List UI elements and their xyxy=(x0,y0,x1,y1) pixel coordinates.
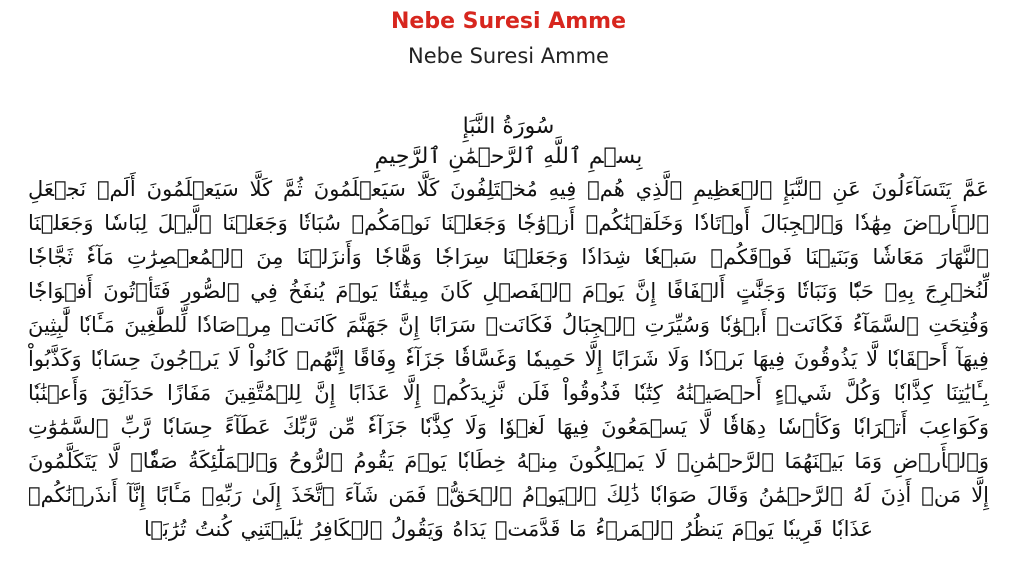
verse: كَلَّا سَيَعۡلَمُونَ xyxy=(313,177,440,201)
verse: إِنَّ جَهَنَّمَ كَانَتۡ مِرۡصَادٗا xyxy=(196,313,420,337)
verse: وَكَذَّبُواْ بِـَٔايَٰتِنَا كِذَّابٗا xyxy=(28,347,989,405)
verse: وَفُتِحَتِ ٱلسَّمَآءُ فَكَانَتۡ أَبۡوَٰبٗا xyxy=(719,313,989,337)
verse: وَجَعَلۡنَا ٱلَّيۡلَ لِبَاسٗا xyxy=(104,211,288,235)
verse: إِلَّا حَمِيمٗا وَغَسَّاقٗا xyxy=(454,347,603,371)
verse: وَجَعَلۡنَا نَوۡمَكُمۡ سُبَاتٗا xyxy=(298,211,507,235)
verse: إِنَّهُمۡ كَانُواْ لَا يَرۡجُونَ حِسَابٗا xyxy=(90,347,345,371)
verse: وَكَوَاعِبَ أَتۡرَابٗا xyxy=(853,415,989,439)
verse: ثُمَّ كَلَّا سَيَعۡلَمُونَ xyxy=(146,177,303,201)
verse: وَبَنَيۡنَا فَوۡقَكُمۡ سَبۡعٗا شِدَادٗا xyxy=(581,245,860,269)
verse: حَدَآئِقَ وَأَعۡنَٰبٗا xyxy=(28,381,155,405)
verse: لَّٰبِثِينَ فِيهَآ أَحۡقَابٗا xyxy=(28,313,989,371)
verse: إِنَّ لِلۡمُتَّقِينَ مَفَازًا xyxy=(167,381,336,405)
verse: يَوۡمَ يَقُومُ ٱلرُّوحُ وَٱلۡمَلَٰٓئِكَةُ صَفّٗاۖ لَّا يَتَكَلَّمُونَ إِلَّا مَنۡ أَذِنَ لَهُ ٱلرَّحۡمَٰنُ وَقَالَ صَوَابٗا xyxy=(28,449,990,507)
verse-list xyxy=(28,172,989,546)
verse: وَجَنَّٰتٍ أَلۡفَافًا xyxy=(666,279,786,303)
verse: عَنِ ٱلنَّبَإِ ٱلۡعَظِيمِ xyxy=(693,177,861,201)
verse: لَّا يَسۡمَعُونَ فِيهَا لَغۡوٗا وَلَا كِذَّٰبٗا xyxy=(419,415,711,439)
verse: إِنَّ يَوۡمَ ٱلۡفَصۡلِ كَانَ مِيقَٰتٗا xyxy=(388,279,657,303)
verse: عَمَّ يَتَسَآءَلُونَ xyxy=(871,177,989,201)
verse: وَجَعَلۡنَا ٱلنَّهَارَ مَعَاشٗا xyxy=(28,211,989,269)
verse: وَكُلَّ شَيۡءٍ أَحۡصَيۡنَٰهُ كِتَٰبٗا xyxy=(633,381,881,405)
verse: وَسُيِّرَتِ ٱلۡجِبَالُ فَكَانَتۡ سَرَابًا xyxy=(428,313,711,337)
surah-text-block xyxy=(28,112,989,546)
verse: وَأَنزَلۡنَا مِنَ ٱلۡمُعۡصِرَٰتِ مَآءٗ ثَجَّاجٗا xyxy=(28,245,362,269)
verse: وَٱلۡجِبَالَ أَوۡتَادٗا xyxy=(694,211,844,235)
verse: إِنَّآ أَنذَرۡنَٰكُمۡ عَذَابٗا قَرِيبٗا يَوۡمَ يَنظُرُ ٱلۡمَرۡءُ مَا قَدَّمَتۡ يَدَاهُ وَيَقُولُ ٱلۡكَافِرُ يَٰلَيۡتَنِي كُنتُ تُرَٰبَۢا xyxy=(28,483,873,541)
page-subtitle: Nebe Suresi Amme xyxy=(408,44,609,68)
verse: لَّا يَذُوقُونَ فِيهَا بَرۡدٗا وَلَا شَرَابًا xyxy=(611,347,879,371)
verse: يَوۡمَ يُنفَخُ فِي ٱلصُّورِ فَتَأۡتُونَ أَفۡوَاجٗا xyxy=(28,279,378,303)
verse: لِّنُخۡرِجَ بِهِۦ حَبّٗا وَنَبَاتٗا xyxy=(796,279,989,303)
verse: وَجَعَلۡنَا سِرَاجٗا وَهَّاجٗا xyxy=(374,245,569,269)
verse: جَزَآءٗ وِفَاقًا xyxy=(353,347,446,371)
verse: رَّبِّ ٱلسَّمَٰوَٰتِ وَٱلۡأَرۡضِ وَمَا بَيۡنَهُمَا ٱلرَّحۡمَٰنِۖ لَا يَمۡلِكُونَ مِنۡهُ خِطَابٗا xyxy=(28,415,989,473)
basmala: بِسۡمِ ٱللَّهِ ٱلرَّحۡمَٰنِ ٱلرَّحِيمِ xyxy=(374,144,643,169)
verse: فَذُوقُواْ فَلَن نَّزِيدَكُمۡ إِلَّا عَذَابًا xyxy=(348,381,621,405)
verse: لِّلطَّٰغِينَ مَـَٔابٗا xyxy=(78,313,188,337)
verse: ٱلَّذِي هُمۡ فِيهِ مُخۡتَلِفُونَ xyxy=(450,177,683,201)
page-title: Nebe Suresi Amme xyxy=(390,9,627,34)
verse: أَلَمۡ نَجۡعَلِ ٱلۡأَرۡضَ مِهَٰدٗا xyxy=(28,177,989,235)
verse: جَزَآءٗ مِّن رَّبِّكَ عَطَآءً حِسَابٗا xyxy=(162,415,408,439)
verse: وَكَأۡسٗا دِهَاقٗا xyxy=(722,415,842,439)
surah-heading: سُورَةُ النَّبَإِ xyxy=(462,114,555,139)
verse: ذَٰلِكَ ٱلۡيَوۡمُ ٱلۡحَقُّۖ فَمَن شَآءَ ٱتَّخَذَ إِلَىٰ رَبِّهِۦ مَـَٔابًا xyxy=(155,483,640,507)
verse: وَخَلَقۡنَٰكُمۡ أَزۡوَٰجٗا xyxy=(516,211,684,235)
